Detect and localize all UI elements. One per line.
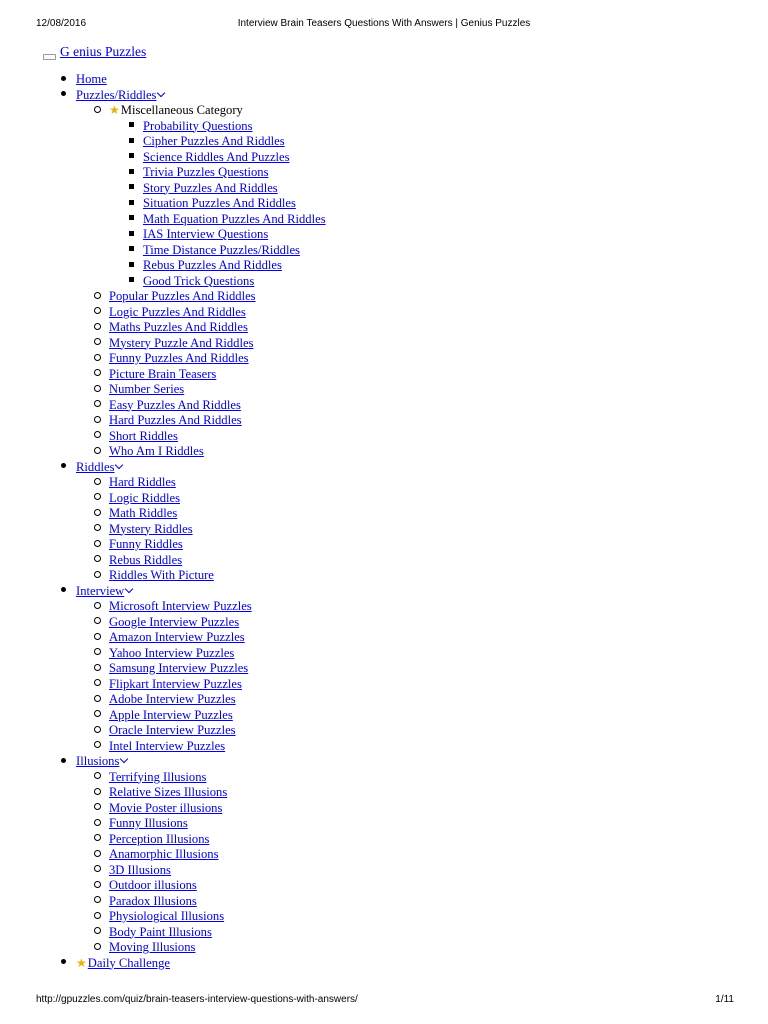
nav-link[interactable]: 3D Illusions	[109, 862, 171, 877]
list-item[interactable]	[0, 646, 768, 662]
list-item[interactable]	[0, 413, 768, 429]
nav-link[interactable]: Outdoor illusions	[109, 878, 197, 892]
nav-link-riddles[interactable]: Riddles	[76, 459, 115, 474]
list-item[interactable]	[0, 336, 768, 352]
bullet	[94, 351, 101, 367]
list-item[interactable]	[0, 134, 768, 150]
bullet-disc	[61, 88, 66, 104]
star-icon: ★	[109, 103, 120, 117]
nav-link[interactable]: Anamorphic Illusions	[109, 847, 219, 861]
list-item[interactable]	[0, 351, 768, 367]
nav-link[interactable]: Math Equation Puzzles And Riddles	[143, 211, 326, 226]
nav-item-illusions[interactable]	[0, 754, 768, 956]
nav-link[interactable]: Easy Puzzles And Riddles	[109, 397, 241, 412]
bullet	[94, 785, 101, 801]
nav-link[interactable]: Relative Sizes Illusions	[109, 785, 228, 799]
list-item[interactable]	[0, 847, 768, 863]
nav-link[interactable]: Adobe Interview Puzzles	[109, 692, 236, 706]
main-navigation	[0, 72, 768, 971]
nav-link[interactable]: Microsoft Interview Puzzles	[109, 599, 252, 613]
nav-link[interactable]: Math Riddles	[109, 506, 178, 520]
list-item[interactable]	[0, 692, 768, 708]
list-item[interactable]	[0, 491, 768, 507]
nav-link[interactable]: Riddles With Picture	[109, 568, 214, 582]
list-item[interactable]	[0, 227, 768, 243]
bullet	[129, 134, 134, 150]
bullet	[94, 289, 101, 305]
list-item[interactable]	[0, 382, 768, 398]
nav-item-puzzles[interactable]	[0, 88, 768, 460]
bullet	[94, 382, 101, 398]
bullet	[129, 243, 134, 259]
bullet	[94, 491, 101, 507]
nav-link[interactable]: Google Interview Puzzles	[109, 614, 240, 629]
list-item[interactable]	[0, 677, 768, 693]
star-icon: ★	[76, 955, 87, 970]
chevron-down-icon[interactable]	[115, 460, 123, 468]
list-item[interactable]	[0, 615, 768, 631]
nav-link[interactable]: Story Puzzles And Riddles	[143, 180, 278, 195]
bullet	[94, 506, 101, 522]
nav-link-puzzles[interactable]: Puzzles/Riddles	[76, 87, 157, 102]
list-item[interactable]	[0, 274, 768, 290]
bullet	[129, 150, 134, 166]
bullet	[94, 770, 101, 786]
bullet	[94, 320, 101, 336]
list-item[interactable]	[0, 165, 768, 181]
nav-link-illusions[interactable]: Illusions	[76, 754, 120, 768]
nav-link[interactable]: Who Am I Riddles	[109, 444, 204, 458]
bullet	[94, 661, 101, 677]
bullet	[94, 336, 101, 352]
nav-link[interactable]: Hard Riddles	[109, 475, 176, 489]
bullet	[94, 305, 101, 321]
bullet	[94, 537, 101, 553]
bullet	[129, 181, 134, 197]
chevron-down-icon[interactable]	[125, 584, 133, 592]
bullet-disc	[61, 584, 66, 600]
list-item[interactable]	[0, 305, 768, 321]
list-item[interactable]	[0, 243, 768, 259]
list-item[interactable]	[0, 599, 768, 615]
nav-link-home[interactable]: Home	[76, 72, 107, 86]
bullet	[94, 475, 101, 491]
nav-link[interactable]: Trivia Puzzles Questions	[143, 165, 269, 179]
bullet	[94, 832, 101, 848]
list-item[interactable]	[0, 940, 768, 956]
nav-link[interactable]: IAS Interview Questions	[143, 227, 269, 241]
nav-link[interactable]: Situation Puzzles And Riddles	[143, 196, 296, 210]
nav-item-interview[interactable]	[0, 584, 768, 755]
nav-link-daily-challenge[interactable]: Daily Challenge	[87, 955, 170, 970]
bullet	[94, 599, 101, 615]
nav-link[interactable]: Cipher Puzzles And Riddles	[143, 134, 285, 148]
list-item[interactable]	[0, 553, 768, 569]
nav-link[interactable]: Flipkart Interview Puzzles	[109, 676, 242, 691]
nav-link[interactable]: Number Series	[109, 382, 185, 396]
nav-link[interactable]: Hard Puzzles And Riddles	[109, 413, 242, 427]
misc-submenu	[109, 119, 768, 290]
nav-link[interactable]: Picture Brain Teasers	[109, 366, 217, 381]
bullet	[94, 894, 101, 910]
bullet	[129, 212, 134, 228]
bullet-disc	[61, 754, 66, 770]
bullet	[94, 816, 101, 832]
list-item[interactable]	[0, 708, 768, 724]
bullet	[129, 258, 134, 274]
bullet	[94, 646, 101, 662]
bullet	[94, 739, 101, 755]
bullet	[94, 444, 101, 460]
bullet	[94, 863, 101, 879]
list-item[interactable]	[0, 475, 768, 491]
bullet	[94, 630, 101, 646]
nav-link[interactable]: Funny Illusions	[109, 816, 188, 830]
bullet-disc	[61, 72, 66, 88]
nav-link[interactable]: Physiological Illusions	[109, 909, 225, 923]
list-item[interactable]	[0, 630, 768, 646]
list-item[interactable]	[0, 537, 768, 553]
nav-link[interactable]: Paradox Illusions	[109, 893, 197, 908]
misc-category-label: Miscellaneous Category	[120, 103, 243, 117]
nav-link[interactable]: Perception Illusions	[109, 831, 210, 846]
list-item[interactable]	[0, 320, 768, 336]
list-item[interactable]	[0, 878, 768, 894]
list-item[interactable]	[0, 863, 768, 879]
nav-link[interactable]: Funny Puzzles And Riddles	[109, 351, 249, 365]
bullet	[94, 367, 101, 383]
nav-list	[0, 72, 768, 971]
bullet	[94, 568, 101, 584]
nav-link[interactable]: Oracle Interview Puzzles	[109, 723, 236, 737]
nav-link[interactable]: Logic Puzzles And Riddles	[109, 304, 246, 319]
bullet-disc	[61, 956, 66, 972]
chevron-down-icon[interactable]	[157, 88, 165, 96]
nav-link[interactable]: Funny Riddles	[109, 537, 183, 551]
nav-link[interactable]: Samsung Interview Puzzles	[109, 661, 249, 675]
riddles-submenu	[76, 475, 768, 584]
list-item[interactable]	[0, 444, 768, 460]
nav-item-daily-challenge[interactable]	[0, 956, 768, 972]
logo-image-icon	[43, 54, 56, 60]
list-item[interactable]	[0, 522, 768, 538]
list-item[interactable]	[0, 568, 768, 584]
nav-item-home[interactable]	[0, 72, 768, 88]
bullet	[94, 878, 101, 894]
bullet	[129, 165, 134, 181]
bullet	[94, 413, 101, 429]
nav-link[interactable]: Moving Illusions	[109, 940, 196, 954]
bullet	[94, 553, 101, 569]
nav-link[interactable]: Short Riddles	[109, 428, 178, 443]
list-item[interactable]	[0, 150, 768, 166]
nav-link[interactable]: Popular Puzzles And Riddles	[109, 289, 256, 303]
bullet	[94, 847, 101, 863]
nav-link[interactable]: Amazon Interview Puzzles	[109, 630, 245, 644]
logo-link[interactable]: G enius Puzzles	[60, 44, 147, 59]
list-item[interactable]	[0, 801, 768, 817]
list-item[interactable]	[0, 196, 768, 212]
list-item[interactable]	[0, 181, 768, 197]
print-date: 12/08/2016	[36, 18, 87, 29]
nav-link[interactable]: Intel Interview Puzzles	[109, 738, 226, 753]
nav-link[interactable]: Yahoo Interview Puzzles	[109, 645, 235, 660]
nav-link[interactable]: Rebus Puzzles And Riddles	[143, 258, 282, 272]
nav-item-riddles[interactable]	[0, 460, 768, 584]
page-url: http://gpuzzles.com/quiz/brain-teasers-interview-questions-with-answers/	[36, 994, 358, 1005]
page-title: Interview Brain Teasers Questions With Answers | Genius Puzzles	[237, 18, 531, 29]
nav-link[interactable]: Mystery Riddles	[109, 521, 193, 536]
list-item[interactable]	[0, 119, 768, 135]
bullet-disc	[61, 460, 66, 476]
list-item[interactable]	[0, 429, 768, 445]
list-item[interactable]	[0, 212, 768, 228]
nav-link[interactable]: Time Distance Puzzles/Riddles	[143, 242, 300, 257]
bullet	[94, 692, 101, 708]
bullet	[94, 801, 101, 817]
illusions-submenu	[76, 770, 768, 956]
bullet	[129, 227, 134, 243]
interview-submenu	[76, 599, 768, 754]
puzzles-items	[76, 289, 768, 460]
bullet	[94, 429, 101, 445]
nav-link-interview[interactable]: Interview	[76, 583, 125, 598]
bullet	[94, 925, 101, 941]
bullet	[94, 723, 101, 739]
list-item[interactable]	[0, 909, 768, 925]
misc-category	[0, 103, 768, 289]
bullet	[129, 196, 134, 212]
bullet-circle	[94, 103, 101, 119]
list-item[interactable]	[0, 770, 768, 786]
bullet	[94, 398, 101, 414]
nav-link[interactable]: Mystery Puzzle And Riddles	[109, 335, 254, 350]
bullet	[94, 940, 101, 956]
chevron-down-icon[interactable]	[120, 755, 128, 763]
site-logo[interactable]	[43, 44, 146, 60]
bullet	[94, 522, 101, 538]
bullet	[94, 615, 101, 631]
puzzles-submenu	[76, 103, 768, 289]
nav-link[interactable]: Logic Riddles	[109, 490, 181, 505]
list-item[interactable]	[0, 785, 768, 801]
print-header	[0, 18, 768, 32]
bullet	[94, 708, 101, 724]
list-item[interactable]	[0, 289, 768, 305]
print-footer	[0, 994, 768, 1008]
nav-link[interactable]: Science Riddles And Puzzles	[143, 149, 290, 164]
bullet	[94, 677, 101, 693]
bullet	[129, 119, 134, 135]
list-item[interactable]	[0, 398, 768, 414]
list-item[interactable]	[0, 723, 768, 739]
list-item[interactable]	[0, 739, 768, 755]
list-item[interactable]	[0, 367, 768, 383]
list-item[interactable]	[0, 894, 768, 910]
nav-link[interactable]: Apple Interview Puzzles	[109, 707, 233, 722]
nav-link[interactable]: Terrifying Illusions	[109, 769, 207, 784]
nav-link[interactable]: Rebus Riddles	[109, 552, 183, 567]
nav-link[interactable]: Body Paint Illusions	[109, 924, 212, 939]
list-item[interactable]	[0, 258, 768, 274]
list-item[interactable]	[0, 816, 768, 832]
bullet	[94, 909, 101, 925]
list-item[interactable]	[0, 661, 768, 677]
nav-link[interactable]: Good Trick Questions	[143, 273, 255, 288]
page-number: 1/11	[715, 994, 734, 1005]
nav-link[interactable]: Probability Questions	[143, 118, 253, 133]
list-item[interactable]	[0, 832, 768, 848]
bullet	[129, 274, 134, 290]
list-item[interactable]	[0, 925, 768, 941]
nav-link[interactable]: Movie Poster illusions	[109, 800, 223, 815]
list-item[interactable]	[0, 506, 768, 522]
nav-link[interactable]: Maths Puzzles And Riddles	[109, 320, 248, 334]
